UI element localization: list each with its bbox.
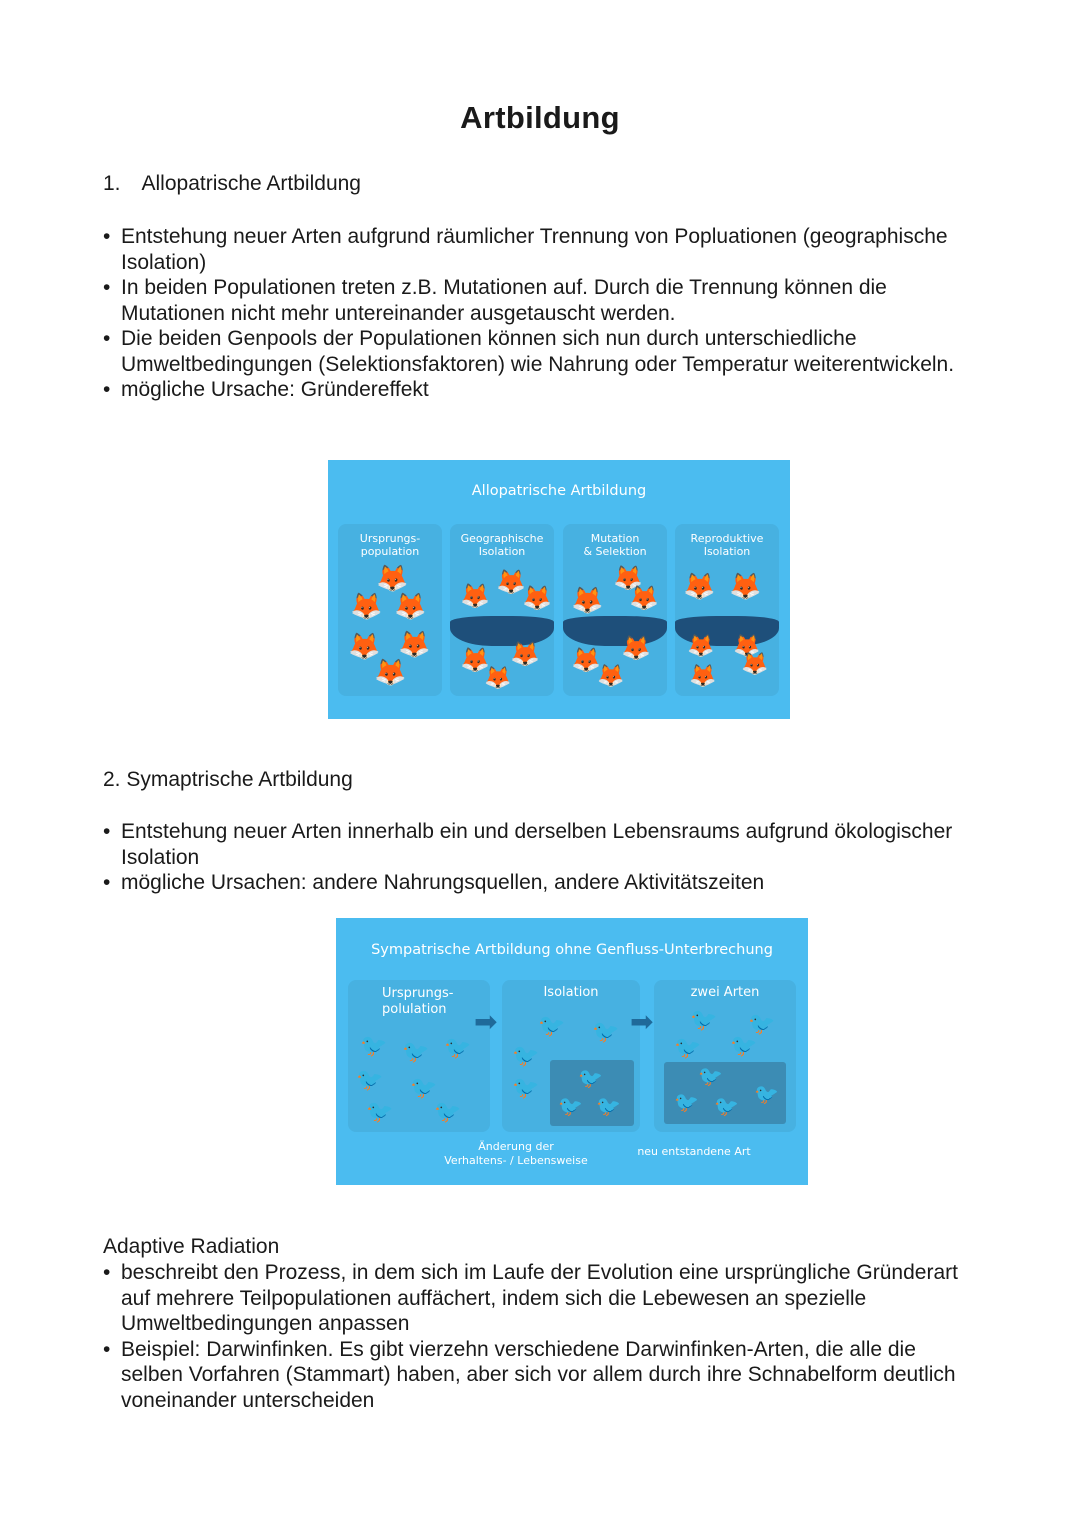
arrow-right-icon: ➡ — [474, 1005, 498, 1038]
grey-fox-icon: 🦊 — [741, 652, 769, 677]
panel-mutation-selektion — [563, 524, 667, 696]
pigeon-icon: 🐦 — [434, 1100, 462, 1125]
note-neue-art: neu entstandene Art — [637, 1145, 751, 1158]
note-verhaltensaenderung: Änderung der Verhaltens- / Lebensweise — [444, 1140, 588, 1167]
bullet-list-allopatric — [103, 224, 983, 403]
section-heading-adaptive-radiation: Adaptive Radiation — [103, 1235, 280, 1258]
page-title: Artbildung — [460, 100, 620, 135]
panel-geographische-isolation — [450, 524, 554, 696]
grey-fox-icon: 🦊 — [733, 634, 761, 659]
fox-icon: 🦊 — [348, 632, 381, 662]
panel-reproduktive-isolation — [675, 524, 779, 696]
bullet-item: • mögliche Ursache: Gründereffekt — [103, 377, 983, 403]
bullet-item: • Entstehung neuer Arten aufgrund räumlicher Trennung von Popluationen (geographische Isolation) — [103, 224, 983, 275]
pigeon-icon: 🐦 — [410, 1076, 438, 1101]
pigeon-icon: 🐦 — [674, 1036, 702, 1061]
arrow-right-icon: ➡ — [630, 1005, 654, 1038]
grey-fox-icon: 🦊 — [597, 664, 625, 689]
fox-icon: 🦊 — [621, 634, 651, 662]
bullet-list-adaptive-radiation — [103, 1260, 983, 1413]
panel-label: Reproduktive Isolation — [690, 532, 764, 558]
pigeon-icon: 🐦 — [578, 1066, 603, 1090]
panel-ursprungspopulation — [338, 524, 442, 696]
pigeon-icon: 🐦 — [748, 1012, 776, 1037]
bullet-item: • In beiden Populationen treten z.B. Mutationen auf. Durch die Trennung können die Mutationen nicht mehr untereinander ausgetauscht werden. — [103, 275, 983, 326]
bullet-list-sympatric — [103, 819, 983, 896]
section-heading-allopatric: 1. Allopatrische Artbildung — [103, 172, 361, 195]
bullet-item: • Entstehung neuer Arten innerhalb ein und derselben Lebensraums aufgrund ökologischer Isolation — [103, 819, 983, 870]
pigeon-icon: 🐦 — [356, 1068, 384, 1093]
fox-icon: 🦊 — [394, 592, 427, 622]
white-fox-icon: 🦊 — [729, 572, 762, 602]
pigeon-icon: 🐦 — [512, 1044, 540, 1069]
pigeon-icon: 🐦 — [592, 1020, 620, 1045]
pigeon-icon: 🐦 — [730, 1034, 758, 1059]
fox-icon: 🦊 — [496, 568, 526, 596]
fox-icon: 🦊 — [629, 584, 659, 612]
bullet-item: • mögliche Ursachen: andere Nahrungsquellen, andere Aktivitätszeiten — [103, 870, 983, 896]
section-heading-sympatric: 2. Symaptrische Artbildung — [103, 768, 353, 791]
fox-icon: 🦊 — [350, 592, 383, 622]
pigeon-icon: 🐦 — [512, 1076, 540, 1101]
pigeon-icon: 🐦 — [698, 1064, 723, 1088]
pigeon-icon: 🐦 — [558, 1094, 583, 1118]
grey-fox-icon: 🦊 — [689, 664, 717, 689]
panel-label: Ursprungs- population — [359, 532, 421, 558]
pigeon-icon: 🐦 — [754, 1082, 779, 1106]
panel-label: Mutation & Selektion — [583, 532, 647, 558]
allopatric-figure — [328, 460, 790, 719]
fox-icon: 🦊 — [460, 582, 490, 610]
white-fox-icon: 🦊 — [683, 572, 716, 602]
pigeon-icon: 🐦 — [538, 1014, 566, 1039]
fox-icon: 🦊 — [571, 646, 601, 674]
pigeon-icon: 🐦 — [674, 1090, 699, 1114]
sympatric-figure — [336, 918, 808, 1185]
panel-label: Ursprungs- polulation — [382, 986, 454, 1017]
figure-title: Sympatrische Artbildung ohne Genfluss-Unterbrechung — [371, 942, 773, 958]
fox-icon: 🦊 — [484, 666, 512, 691]
isolated-group-box — [550, 1060, 634, 1126]
bullet-item: • Die beiden Genpools der Populationen können sich nun durch unterschiedliche Umweltbedingungen (Selektionsfaktoren) wie Nahrung oder Temperatur weiterentwickeln. — [103, 326, 983, 377]
pigeon-icon: 🐦 — [690, 1008, 718, 1033]
panel-isolation — [502, 980, 640, 1132]
white-fox-icon: 🦊 — [571, 586, 604, 616]
panel-ursprungspolulation — [348, 980, 490, 1132]
bullet-item: • Beispiel: Darwinfinken. Es gibt vierzehn verschiedene Darwinfinken-Arten, die alle die selben Vorfahren (Stammart) haben, aber sich vor allem durch ihre Schnabelform deutlich voneinander unterscheiden — [103, 1337, 983, 1414]
figure-title: Allopatrische Artbildung — [471, 483, 647, 499]
fox-icon: 🦊 — [398, 630, 431, 660]
new-species-box — [664, 1062, 786, 1124]
pigeon-icon: 🐦 — [360, 1034, 388, 1059]
pigeon-icon: 🐦 — [596, 1094, 621, 1118]
pigeon-icon: 🐦 — [714, 1094, 739, 1118]
river-barrier — [563, 616, 667, 646]
bullet-item: • beschreibt den Prozess, in dem sich im Laufe der Evolution eine ursprüngliche Gründerart auf mehrere Teilpopulationen auffächert, indem sich die Lebewesen an spezielle Umweltbedingungen anpassen — [103, 1260, 983, 1337]
fox-icon: 🦊 — [522, 584, 552, 612]
pigeon-icon: 🐦 — [444, 1036, 472, 1061]
fox-icon: 🦊 — [376, 564, 409, 594]
pigeon-icon: 🐦 — [402, 1040, 430, 1065]
pigeon-icon: 🐦 — [366, 1100, 394, 1125]
grey-fox-icon: 🦊 — [687, 634, 715, 659]
fox-icon: 🦊 — [510, 640, 540, 668]
panel-label: Geographische Isolation — [460, 532, 544, 558]
panel-label: zwei Arten — [690, 985, 760, 1000]
fox-icon: 🦊 — [460, 646, 490, 674]
fox-icon: 🦊 — [613, 564, 643, 592]
panel-zwei-arten — [654, 980, 796, 1132]
fox-icon: 🦊 — [374, 658, 407, 688]
panel-label: Isolation — [543, 985, 599, 1000]
